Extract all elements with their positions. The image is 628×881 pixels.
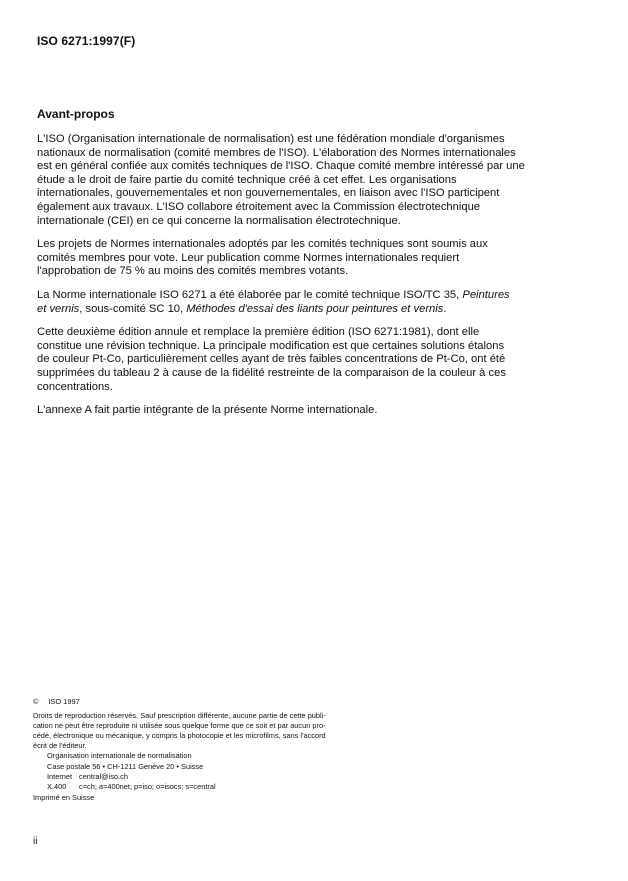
text-line: supprimées du tableau 2 à cause de la fidélité restreinte de la comparaison de la couleur à ces <box>37 366 506 379</box>
text-line: est en général confiée aux comités techniques de l'ISO. Chaque comité membre intéressé par une <box>37 160 525 173</box>
text-line: L'ISO (Organisation internationale de normalisation) est une fédération mondiale d'organismes <box>37 133 505 145</box>
paragraph <box>37 326 597 394</box>
text-line: cation ne peut être reproduite ni utilisée sous quelque forme que ce soit et par aucun pro- <box>33 721 326 731</box>
text-line: comités membres pour vote. Leur publication comme Normes internationales requiert <box>37 251 460 264</box>
text-line: internationale (CEI) en ce qui concerne la normalisation électrotechnique. <box>37 214 401 227</box>
text-line: cédé, électronique ou mécanique, y compris la photocopie et les microfilms, sans l'accord <box>33 731 326 741</box>
text-line: concentrations. <box>37 380 113 393</box>
printed-in: Imprimé en Suisse <box>33 792 95 802</box>
text-line: étude a le droit de faire partie du comité technique créé à cet effet. Les organisations <box>37 173 457 186</box>
foreword-body <box>37 133 597 418</box>
text-line: nationaux de normalisation (comité membres de l'ISO). L'élaboration des Normes internationales <box>37 146 516 159</box>
page-number: ii <box>33 836 38 847</box>
paragraph <box>37 133 597 228</box>
x400-value: c=ch; a=400net; p=iso; o=isocs; s=central <box>79 781 216 791</box>
x400-label: X.400 <box>47 781 67 791</box>
text-line <box>37 303 597 317</box>
paragraph <box>37 404 597 418</box>
text-line: l'approbation de 75 % au moins des comités membres votants. <box>37 265 349 278</box>
text-line <box>37 289 597 303</box>
section-title: Avant-propos <box>37 107 115 121</box>
text-line: écrit de l'éditeur. <box>33 741 87 751</box>
x400-line <box>47 782 393 792</box>
copyright-line <box>33 697 393 707</box>
rights-notice <box>33 711 393 751</box>
text-line: Les projets de Normes internationales adoptés par les comités techniques sont soumis aux <box>37 238 488 251</box>
italic-title: Méthodes d'essai des liants pour peintures et vernis <box>186 302 444 315</box>
italic-title: et vernis <box>37 302 80 315</box>
paragraph <box>37 289 597 316</box>
text-line: de couleur Pt-Co, particulièrement celles ayant de très faibles concentrations de Pt-Co, ont été <box>37 353 506 366</box>
copyright-block <box>33 697 393 803</box>
document-id: ISO 6271:1997(F) <box>37 34 136 48</box>
text-run: . <box>443 302 447 315</box>
text-line: également aux travaux. L'ISO collabore étroitement avec la Commission électrotechnique <box>37 200 481 213</box>
italic-title: Peintures <box>462 288 510 301</box>
org-name: Organisation internationale de normalisation <box>47 751 192 761</box>
copyright-text: ISO 1997 <box>48 697 80 706</box>
internet-line <box>47 772 393 782</box>
postal-address: Case postale 56 • CH-1211 Genève 20 • Suisse <box>47 761 204 771</box>
text-line: constitue une révision technique. La principale modification est que certaines solutions étalons <box>37 339 505 352</box>
copyright-icon: © <box>33 697 39 706</box>
internet-label: Internet <box>47 771 73 781</box>
text-line: Cette deuxième édition annule et remplace la première édition (ISO 6271:1981), dont elle <box>37 326 480 339</box>
publisher-address <box>47 751 393 791</box>
text-line: L'annexe A fait partie intégrante de la présente Norme internationale. <box>37 404 378 417</box>
text-run: , sous-comité SC 10, <box>79 302 187 315</box>
text-run: La Norme internationale ISO 6271 a été élaborée par le comité technique ISO/TC 35, <box>37 288 463 301</box>
internet-value: central@iso.ch <box>79 771 128 781</box>
text-line: Droits de reproduction réservés. Sauf prescription différente, aucune partie de cette publi- <box>33 711 326 721</box>
text-line: internationales, gouvernementales et non gouvernementales, en liaison avec l'ISO participent <box>37 187 500 200</box>
paragraph <box>37 238 597 279</box>
